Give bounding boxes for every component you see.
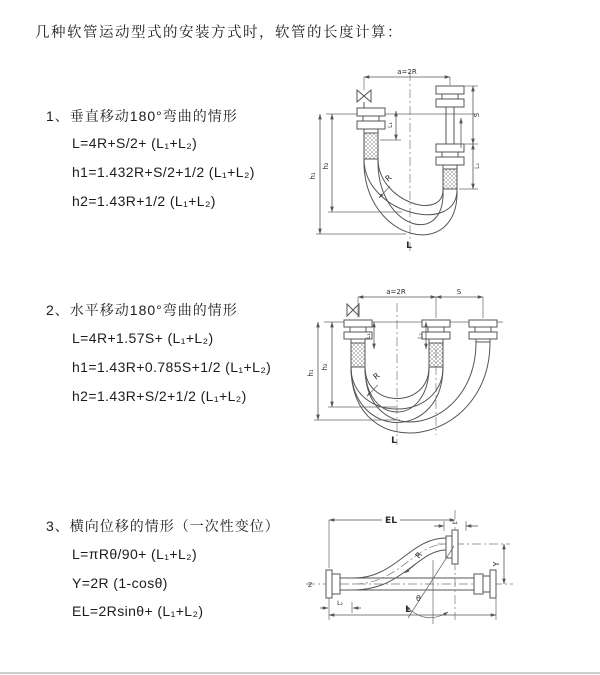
section-1-heading: 1、垂直移动180°弯曲的情形 — [46, 108, 238, 124]
dim-label-l1: L₁ — [452, 519, 458, 526]
dimension-l1 — [434, 519, 478, 531]
dim-label-h2: h₂ — [321, 363, 329, 371]
right-fitting-lower — [436, 144, 464, 189]
section-3-formula-Y: Y=2R (1-cosθ) — [72, 575, 168, 591]
section-1-formula-h2: h2=1.43R+1/2 (L₁+L₂) — [72, 193, 216, 209]
dim-label-h1: h₁ — [307, 369, 315, 377]
top-flange — [446, 530, 458, 564]
page-bottom-edge — [0, 672, 600, 674]
dim-label-l1: L₁ — [365, 333, 372, 339]
dim-label-l-bottom: L — [406, 241, 412, 251]
dim-label-l: L — [405, 605, 411, 615]
dim-label-y: Y — [492, 561, 501, 567]
angle-construction — [406, 546, 454, 624]
dim-label-l-bottom: L — [391, 436, 397, 446]
section-3-formula-L: L=πRθ/90+ (L₁+L₂) — [72, 546, 198, 562]
section-mark-z: Z — [307, 582, 313, 589]
right-fitting-shifted — [469, 320, 497, 342]
dimension-l — [329, 598, 496, 620]
dim-label-l2: L₂ — [474, 163, 481, 169]
section-1-formula-h1: h1=1.432R+S/2+1/2 (L₁+L₂) — [72, 164, 255, 180]
section-3-heading: 3、横向位移的情形（一次性变位） — [46, 518, 280, 534]
dimension-l2 — [320, 600, 361, 613]
dimension-s — [436, 288, 483, 297]
dim-label-h1: h₁ — [309, 172, 317, 180]
dim-label-r: R — [413, 550, 425, 561]
diagram-lateral-displacement — [298, 502, 600, 652]
dim-label-a2r: a=2R — [386, 288, 406, 296]
dimension-a2r — [358, 288, 483, 318]
dim-label-s: S — [456, 288, 462, 296]
diagram-vertical-180-bend — [308, 64, 552, 260]
dim-label-l2: L₂ — [417, 333, 424, 339]
dim-label-l2: L₂ — [337, 600, 343, 607]
section-3-formula-EL: EL=2Rsinθ+ (L₁+L₂) — [72, 603, 204, 619]
dimension-s — [458, 86, 481, 144]
section-2-formula-h2: h2=1.43R+S/2+1/2 (L₁+L₂) — [72, 388, 247, 404]
right-flange — [474, 570, 496, 598]
section-2-heading: 2、水平移动180°弯曲的情形 — [46, 302, 238, 318]
section-1-formula-L: L=4R+S/2+ (L₁+L₂) — [72, 135, 198, 151]
section-2-formula-L: L=4R+1.57S+ (L₁+L₂) — [72, 330, 214, 346]
page-title: 几种软管运动型式的安装方式时，软管的长度计算： — [35, 25, 403, 41]
dim-label-r: R — [371, 371, 382, 382]
dim-label-s: S — [473, 112, 481, 118]
right-fitting-upper — [436, 86, 464, 144]
dim-label-el: EL — [385, 516, 397, 526]
angle-label-theta: θ — [416, 594, 421, 603]
dim-label-r: R — [383, 173, 394, 184]
dimension-h1 — [309, 114, 406, 234]
hose-arcs — [351, 342, 490, 433]
dimension-a2r — [364, 68, 450, 85]
dim-label-l1: L₁ — [387, 122, 394, 128]
dimension-el — [329, 516, 455, 568]
valve-icon — [347, 304, 359, 316]
left-flange — [326, 570, 354, 598]
left-fitting — [357, 108, 385, 159]
displaced-hose — [354, 538, 446, 590]
dim-label-h2: h₂ — [322, 162, 330, 170]
dim-label-a2r: a=2R — [397, 68, 417, 76]
left-fitting — [344, 320, 372, 367]
diagram-horizontal-180-bend — [308, 283, 598, 458]
section-2-formula-h1: h1=1.43R+0.785S+1/2 (L₁+L₂) — [72, 359, 272, 375]
valve-icon — [357, 77, 371, 108]
